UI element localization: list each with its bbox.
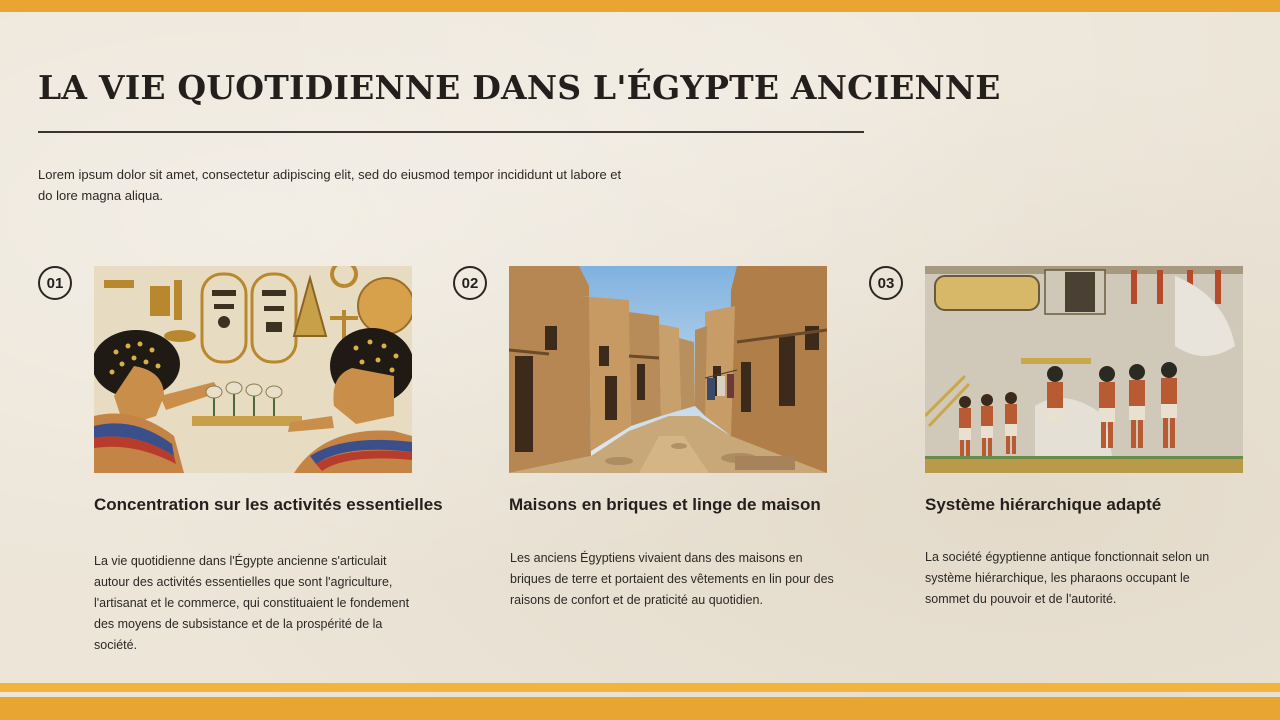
card-title-1: Concentration sur les activités essentielles: [94, 495, 443, 514]
tomb-relief-image: [925, 266, 1243, 473]
bottom-accent-bar: [0, 697, 1280, 720]
card-text-1: La vie quotidienne dans l'Égypte ancienne s'articulait autour des activités essentielles que sont l'agriculture, l'artisanat et le commerce, qui constituaient le fondement des moyens de subsistance et de la prospérité de la société.: [94, 554, 410, 652]
card-text-3: La société égyptienne antique fonctionnait selon un système hiérarchique, les pharaons occupant le sommet du pouvoir et de l'autorité.: [925, 550, 1210, 606]
card-number-badge-2: 02: [453, 266, 487, 300]
card-image-3: [925, 266, 1243, 473]
card-image-1: [94, 266, 412, 473]
bottom-accent-stripe: [0, 683, 1280, 692]
card-title-3: Système hiérarchique adapté: [925, 495, 1162, 514]
card-text-2: Les anciens Égyptiens vivaient dans des maisons en briques de terre et portaient des vêtements en lin pour des raisons de confort et de praticité au quotidien.: [510, 551, 834, 607]
card-title-2: Maisons en briques et linge de maison: [509, 495, 821, 514]
page-title: LA VIE QUOTIDIENNE DANS L'ÉGYPTE ANCIENNE: [38, 68, 1001, 107]
village-street-image: [509, 266, 827, 473]
intro-text: Lorem ipsum dolor sit amet, consectetur adipiscing elit, sed do eiusmod tempor incididunt ut labore et do lore magna aliqua.: [38, 167, 622, 203]
card-number-badge-3: 03: [869, 266, 903, 300]
title-divider: [38, 131, 864, 133]
top-accent-bar: [0, 0, 1280, 12]
card-number-badge-1: 01: [38, 266, 72, 300]
papyrus-painting-image: [94, 266, 412, 473]
card-image-2: [509, 266, 827, 473]
